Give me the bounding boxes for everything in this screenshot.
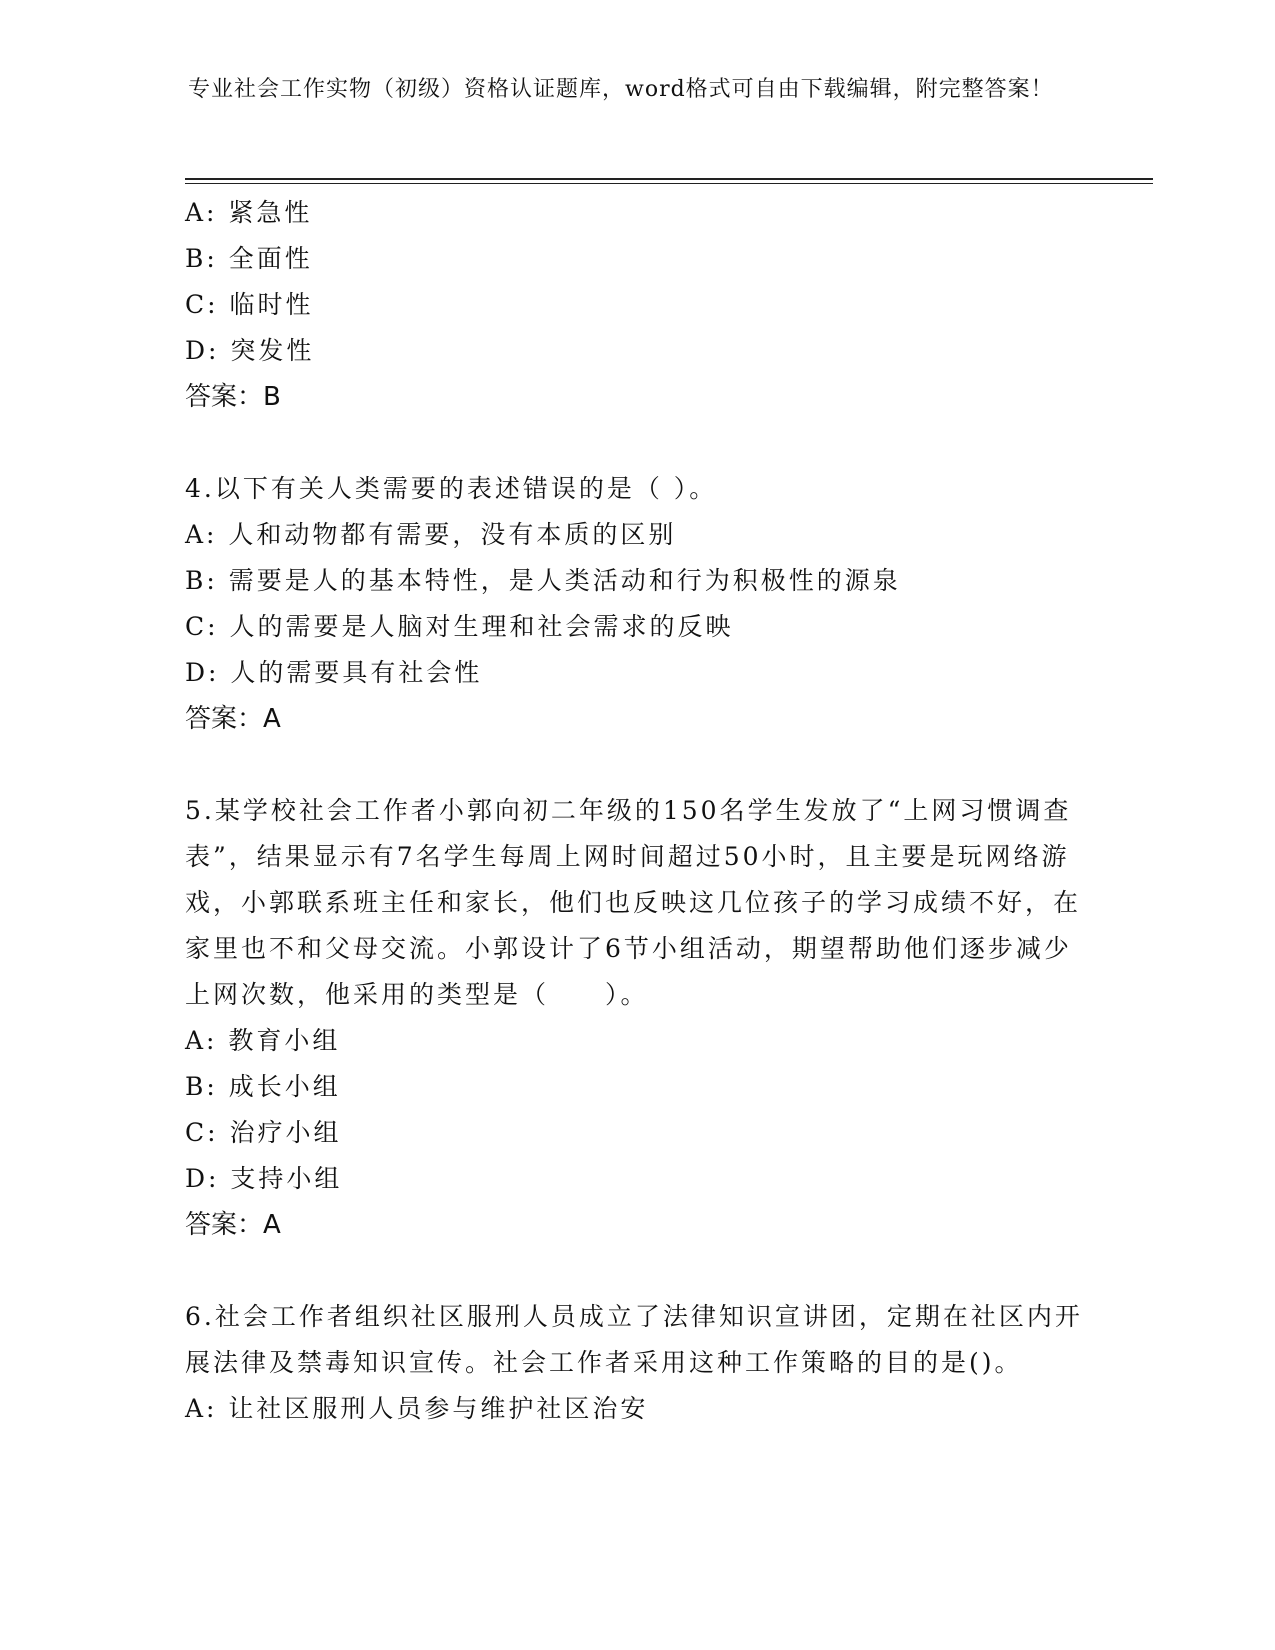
option-c: C: 临时性 [185,290,314,319]
option-a: A: 让社区服刑人员参与维护社区治安 [185,1394,649,1423]
answer-line: 答案：B [185,382,281,412]
question-3 [185,190,1090,420]
option-a: A: 人和动物都有需要，没有本质的区别 [185,520,677,549]
option-c: C: 治疗小组 [185,1118,342,1147]
option-d: D: 支持小组 [185,1164,343,1193]
question-list [185,190,1090,1432]
question-6 [185,1294,1090,1432]
answer-line: 答案：A [185,704,281,734]
question-4 [185,466,1090,742]
question-stem: 5.某学校社会工作者小郭向初二年级的150名学生发放了“上网习惯调查表”，结果显示有7名学生每周上网时间超过50小时，且主要是玩网络游戏，小郭联系班主任和家长，他们也反映这几位孩子的学习成绩不好，在家里也不和父母交流。小郭设计了6节小组活动，期望帮助他们逐步减少上网次数，他采用的类型是（ ）。 [185,796,1082,1009]
header-rule-thick [185,178,1153,180]
option-a: A: 紧急性 [185,198,313,227]
option-b: B: 成长小组 [185,1072,341,1101]
header-rule-thin [185,183,1153,184]
answer-line: 答案：A [185,1210,281,1240]
option-b: B: 需要是人的基本特性，是人类活动和行为积极性的源泉 [185,566,901,595]
question-stem: 6.社会工作者组织社区服刑人员成立了法律知识宣讲团，定期在社区内开展法律及禁毒知识宣传。社会工作者采用这种工作策略的目的是()。 [185,1302,1083,1377]
option-d: D: 突发性 [185,336,315,365]
question-5 [185,788,1090,1248]
page-header: 专业社会工作实物（初级）资格认证题库，word格式可自由下载编辑，附完整答案！ [188,77,1054,102]
option-d: D: 人的需要具有社会性 [185,658,483,687]
question-stem: 4.以下有关人类需要的表述错误的是（ ）。 [185,474,718,503]
option-c: C: 人的需要是人脑对生理和社会需求的反映 [185,612,734,641]
option-a: A: 教育小组 [185,1026,341,1055]
option-b: B: 全面性 [185,244,313,273]
